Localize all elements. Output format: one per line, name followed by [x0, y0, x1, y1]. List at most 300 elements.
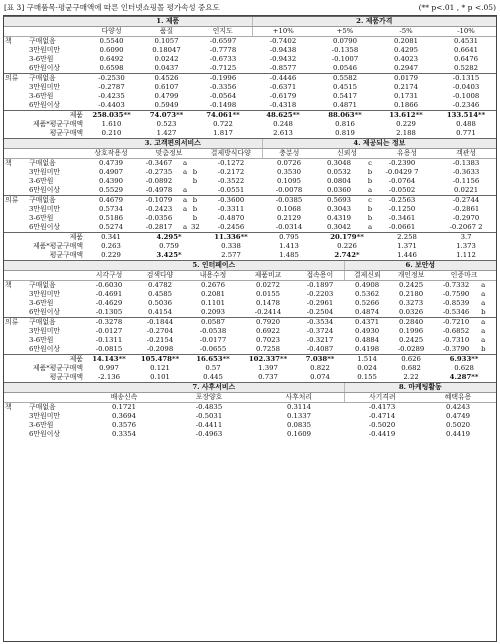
group-header: 8. 마케팅활동: [344, 383, 496, 393]
stat-value: -2.136: [97, 373, 121, 381]
row-category: [4, 290, 28, 299]
table-row: [4, 336, 496, 345]
stat-value: 2.188: [396, 129, 416, 137]
stat-row: [4, 242, 496, 251]
value-cell: 0.4871: [332, 101, 358, 109]
row-group-label: 구매없음: [29, 37, 56, 45]
value-cell: 0.1866: [393, 101, 419, 109]
stat-value: 0.626: [390, 355, 432, 365]
stat-value: 74.073**: [139, 111, 194, 121]
value-cell: -0.1498: [209, 101, 237, 109]
value-cell: 0.7258: [255, 345, 281, 353]
value-cell: a: [182, 223, 188, 231]
stat-value: 0.024: [357, 364, 377, 372]
row-category: 의류: [4, 74, 28, 84]
table-row: [4, 92, 496, 101]
value-cell: [426, 186, 436, 196]
value-cell: [426, 205, 436, 214]
value-cell: 0.4782: [147, 281, 173, 289]
stat-label: 제품*평균구매액: [32, 242, 83, 250]
stat-value: 88.063**: [314, 111, 376, 121]
value-cell: 0.5282: [453, 64, 479, 72]
value-cell: 0.4739: [98, 159, 124, 167]
value-cell: 0.2081: [200, 290, 226, 298]
stat-value: 0.074: [310, 373, 330, 381]
table-row: [4, 196, 496, 206]
value-cell: a: [180, 196, 190, 206]
row-category: [4, 299, 28, 308]
column-header: +5%: [314, 27, 376, 37]
value-cell: -0.3534: [296, 318, 344, 328]
column-header: 인지도: [194, 27, 252, 37]
stat-value: 0.523: [156, 120, 177, 128]
stat-label: 평균구매액: [49, 129, 83, 137]
value-cell: -0.2154: [146, 336, 174, 344]
stat-value: 1.514: [344, 355, 390, 365]
value-cell: -0.4173: [368, 403, 396, 411]
value-cell: -0.1156: [452, 177, 480, 185]
stat-value: 0.737: [258, 373, 278, 381]
row-group-label: 3만원미만: [29, 46, 61, 54]
column-header: 유용성: [378, 149, 436, 159]
table-row: [4, 46, 496, 55]
column-header: 검색다양: [134, 271, 186, 281]
table-row: [4, 55, 496, 64]
row-group-label: 구매없음: [28, 196, 84, 206]
stat-label: 제품*평균구매액: [32, 364, 83, 372]
value-cell: b: [481, 308, 486, 316]
table-row: [4, 177, 496, 186]
row-category: [4, 46, 28, 55]
table-row: [4, 412, 496, 421]
column-header: 배송신속: [84, 393, 164, 403]
column-header: 내용수정: [186, 271, 240, 281]
value-cell: -0.2098: [146, 345, 174, 353]
column-header: -5%: [376, 27, 436, 37]
value-cell: 0.5529: [98, 186, 124, 194]
value-cell: 0.2180: [399, 290, 424, 298]
stat-value: 2.22: [403, 373, 419, 381]
value-cell: a: [481, 327, 486, 335]
value-cell: -0.2787: [98, 83, 125, 91]
stat-value: 0.795: [262, 233, 316, 243]
value-cell: c: [368, 159, 372, 167]
stat-value: 6.933**: [432, 355, 496, 365]
value-cell: -0.0177: [199, 336, 227, 344]
value-cell: -0.4318: [269, 101, 297, 109]
value-cell: 0.2174: [393, 83, 419, 91]
value-cell: 0.0546: [332, 64, 358, 72]
value-cell: 0.4585: [147, 290, 173, 298]
value-cell: 0.5362: [355, 290, 380, 298]
value-cell: 0.4319: [326, 214, 352, 222]
column-header: 접속용이: [296, 271, 344, 281]
value-cell: -0.7778: [209, 46, 237, 54]
value-cell: -0.4411: [195, 421, 223, 429]
column-header: 상호작용성: [84, 149, 138, 159]
value-cell: 32: [191, 223, 200, 231]
value-cell: 0.1101: [200, 299, 226, 307]
value-cell: 0.1731: [393, 92, 419, 100]
row-category: 의류: [4, 318, 28, 328]
column-header: 포장양호: [164, 393, 254, 403]
value-cell: 0.4023: [393, 55, 419, 63]
group-header: 6. 보안성: [344, 261, 496, 271]
value-cell: 0.2093: [200, 308, 226, 316]
value-cell: 0.6476: [453, 55, 479, 63]
table-row: [4, 403, 496, 413]
table-row: [4, 205, 496, 214]
value-cell: 0.4371: [344, 318, 390, 328]
column-header: 혜택유용: [420, 393, 496, 403]
value-cell: -0.0892: [145, 177, 173, 185]
value-cell: 0.5540: [99, 37, 124, 45]
value-cell: 0.0326: [399, 308, 424, 316]
value-cell: b: [367, 214, 373, 222]
row-group-label: 3-6만원: [29, 336, 54, 344]
value-cell: 0.0532: [326, 168, 352, 176]
stat-value: 1.610: [101, 120, 122, 128]
row-category: [4, 308, 28, 318]
row-category: 의류: [4, 196, 28, 206]
value-cell: c: [362, 196, 378, 206]
row-group-label: 3-6만원: [29, 55, 54, 63]
value-cell: 0.7023: [255, 336, 281, 344]
group-header: 7. 사후서비스: [84, 383, 344, 393]
value-cell: 0.0360: [326, 186, 352, 194]
value-cell: [426, 168, 436, 177]
stat-value: 0.341: [84, 233, 138, 243]
value-cell: -0.1358: [331, 46, 359, 54]
row-group-label: 6만원이상: [29, 64, 61, 72]
table-row: [4, 223, 496, 233]
caption-title: [표 3] 구매품목·평균구매액에 따른 인터넷쇼핑몰 평가속성 중요도: [4, 2, 220, 12]
stat-value: 7.038**: [296, 355, 344, 365]
table-row: [4, 64, 496, 74]
value-cell: -0.4691: [95, 290, 123, 298]
stat-label: 제품: [4, 233, 84, 243]
group-header: 2. 제품가격: [252, 17, 496, 27]
value-cell: -0.1897: [306, 281, 334, 289]
value-cell: 0.0804: [326, 177, 352, 185]
value-cell: -0.8577: [269, 64, 297, 72]
group-header: 5. 인터페이스: [84, 261, 344, 271]
stat-row: [4, 120, 496, 129]
value-cell: a: [182, 168, 188, 176]
row-group-label: 구매없음: [28, 74, 84, 84]
stat-value: 1.413: [279, 242, 299, 250]
stat-value: 102.337**: [240, 355, 296, 365]
row-group-label: 3-6만원: [29, 299, 54, 307]
row-category: [4, 345, 28, 355]
value-cell: [426, 223, 436, 233]
value-cell: -0.7310: [442, 336, 470, 344]
value-cell: -0.3356: [209, 83, 237, 91]
value-cell: 0.0272: [255, 281, 281, 289]
value-cell: -0.3600: [200, 196, 262, 206]
value-cell: 0.4679: [84, 196, 138, 206]
stat-value: 0.248: [273, 120, 293, 128]
stat-value: 1.817: [213, 129, 233, 137]
value-cell: b: [367, 168, 373, 176]
stat-value: 2.577: [221, 251, 241, 259]
value-cell: -0.6733: [209, 55, 237, 63]
stat-value: 0.628: [454, 364, 474, 372]
table-row: [4, 299, 496, 308]
value-cell: -0.3311: [217, 205, 245, 213]
value-cell: -0.1305: [95, 308, 123, 316]
value-cell: b: [192, 168, 198, 176]
value-cell: -0.2563: [378, 196, 426, 206]
value-cell: [180, 214, 190, 223]
value-cell: 0.3114: [286, 403, 312, 411]
row-category: [4, 430, 28, 439]
row-category: [4, 214, 28, 223]
section-aftersales-marketing: [4, 382, 496, 439]
value-cell: 0.1721: [111, 403, 137, 411]
column-header: +10%: [252, 27, 314, 37]
table-row: [4, 281, 496, 291]
value-cell: 0.0437: [154, 64, 179, 72]
value-cell: -0.9432: [269, 55, 297, 63]
value-cell: -0.0764: [388, 177, 416, 185]
value-cell: 0.4799: [154, 92, 179, 100]
row-group-label: 6만원이상: [29, 101, 61, 109]
value-cell: 0.2840: [390, 318, 432, 328]
stat-value: 0.226: [337, 242, 357, 250]
stat-label: 제품: [4, 355, 84, 365]
column-header: 결제방식다양: [200, 149, 262, 159]
value-cell: -0.0385: [262, 196, 316, 206]
value-cell: 0.3530: [276, 168, 302, 176]
stat-value: 2.742*: [334, 251, 360, 259]
stat-value: 0.445: [203, 373, 223, 381]
row-category: [4, 177, 28, 186]
value-cell: -0.1007: [331, 55, 359, 63]
value-cell: a: [481, 299, 486, 307]
value-cell: 0.6922: [255, 327, 281, 335]
table-frame: [3, 15, 497, 642]
row-group-label: 구매없음: [29, 403, 56, 411]
column-header: 다양성: [84, 27, 139, 37]
value-cell: -0.2861: [452, 205, 480, 213]
row-category: [4, 168, 28, 177]
value-cell: -0.3633: [452, 168, 480, 176]
value-cell: -0.0655: [199, 345, 227, 353]
value-cell: -0.0661: [388, 223, 416, 231]
stat-value: 3.425*: [156, 251, 182, 259]
value-cell: 0.4295: [393, 46, 419, 54]
stat-value: 0.229: [396, 120, 416, 128]
stat-row: [4, 233, 496, 243]
row-group-label: 3만원미만: [29, 168, 61, 176]
value-cell: -0.0078: [275, 186, 303, 194]
stat-label: 평균구매액: [49, 373, 83, 381]
value-cell: 0.3048: [326, 159, 352, 167]
value-cell: [190, 159, 200, 169]
value-cell: -0.3467: [145, 159, 173, 167]
section-product-price: [4, 16, 496, 138]
value-cell: -0.4446: [252, 74, 314, 84]
value-cell: -0.3790: [442, 345, 470, 353]
group-header: 1. 제품: [84, 17, 252, 27]
table-row: [4, 159, 496, 169]
value-cell: -0.2961: [306, 299, 334, 307]
value-cell: 0.2676: [200, 281, 226, 289]
stat-value: 48.625**: [252, 111, 314, 121]
value-cell: -0.1272: [217, 159, 245, 167]
value-cell: 0.5020: [445, 421, 471, 429]
value-cell: 0.3043: [326, 205, 352, 213]
value-cell: -0.0429 7: [385, 168, 419, 176]
value-cell: 0.5274: [98, 223, 124, 231]
value-cell: 0.3694: [111, 412, 137, 420]
row-category: [4, 223, 28, 233]
value-cell: 0.7920: [240, 318, 296, 328]
stat-value: 1.427: [156, 129, 177, 137]
stat-row: [4, 364, 496, 373]
stat-value: 0.819: [335, 129, 355, 137]
value-cell: 0.6641: [453, 46, 479, 54]
stat-value: 13.612**: [376, 111, 436, 121]
value-cell: -0.1311: [95, 336, 123, 344]
value-cell: -0.4963: [195, 430, 223, 438]
value-cell: 0.3576: [111, 421, 137, 429]
stat-value: 0.101: [150, 373, 170, 381]
value-cell: b: [367, 177, 373, 185]
stat-value: 74.061**: [194, 111, 252, 121]
row-category: 책: [5, 37, 12, 45]
value-cell: a: [182, 159, 188, 167]
value-cell: -0.2970: [452, 214, 480, 222]
value-cell: 0.4526: [139, 74, 194, 84]
value-cell: 0.5693: [316, 196, 362, 206]
stat-value: 1.397: [258, 364, 278, 372]
table-row: [4, 345, 496, 355]
value-cell: a: [480, 318, 496, 328]
stat-row: [4, 129, 496, 138]
column-header: 개인정보: [390, 271, 432, 281]
row-group-label: 구매없음: [28, 318, 84, 328]
stat-value: 0.229: [101, 251, 121, 259]
value-cell: 0.4390: [98, 177, 124, 185]
stat-value: 0.822: [310, 364, 330, 372]
value-cell: 0.6598: [99, 64, 124, 72]
value-cell: a: [367, 186, 373, 194]
stat-value: 2.613: [273, 129, 293, 137]
value-cell: 0.3042: [326, 223, 352, 231]
value-cell: 0.4930: [355, 327, 380, 335]
value-cell: 0.1068: [276, 205, 302, 213]
row-group-label: 6만원이상: [29, 430, 61, 438]
value-cell: -0.0815: [95, 345, 123, 353]
stat-value: 20.179**: [316, 233, 378, 243]
value-cell: 0.4198: [355, 345, 380, 353]
value-cell: 0.0835: [286, 421, 312, 429]
value-cell: 0.1609: [286, 430, 312, 438]
value-cell: 0.4907: [98, 168, 124, 176]
row-group-label: 구매없음: [29, 159, 56, 167]
row-category: [4, 64, 28, 74]
value-cell: -0.1315: [436, 74, 496, 84]
value-cell: -0.2817: [145, 223, 173, 231]
column-header: 제품비교: [240, 271, 296, 281]
stat-value: 0.121: [150, 364, 170, 372]
section-interface-security: [4, 260, 496, 382]
value-cell: -0.1844: [134, 318, 186, 328]
value-cell: -0.0538: [199, 327, 227, 335]
row-category: [4, 55, 28, 64]
value-cell: 0.5734: [98, 205, 124, 213]
value-cell: 0.6107: [154, 83, 179, 91]
row-group-label: 6만원이상: [29, 223, 61, 231]
stat-value: 1.485: [279, 251, 299, 259]
stat-row: [4, 251, 496, 260]
value-cell: -0.2346: [452, 101, 480, 109]
value-cell: 0.4531: [453, 37, 479, 45]
row-group-label: 3-6만원: [29, 177, 54, 185]
column-header: 품질: [139, 27, 194, 37]
value-cell: [190, 186, 200, 196]
stat-value: 0.722: [213, 120, 233, 128]
value-cell: -0.4235: [98, 92, 125, 100]
value-cell: a: [481, 336, 486, 344]
stat-value: 258.035**: [84, 111, 139, 121]
value-cell: -0.0289: [397, 345, 425, 353]
value-cell: -0.4870: [217, 214, 245, 222]
stat-value: 1.112: [456, 251, 476, 259]
value-cell: 0.0179: [376, 74, 436, 84]
row-category: [4, 421, 28, 430]
value-cell: 0.2947: [393, 64, 419, 72]
value-cell: 0.5582: [314, 74, 376, 84]
value-cell: 0.6492: [99, 55, 124, 63]
value-cell: -0.4629: [95, 299, 123, 307]
group-header: 3. 고객편의서비스: [84, 139, 262, 149]
value-cell: -0.9438: [269, 46, 297, 54]
value-cell: 0.3354: [111, 430, 137, 438]
value-cell: 0.2129: [276, 214, 302, 222]
table-row: [4, 214, 496, 223]
value-cell: 0.0155: [255, 290, 281, 298]
stat-value: 1.446: [397, 251, 417, 259]
value-cell: b: [367, 205, 373, 213]
table-row: [4, 186, 496, 196]
stat-value: 11.336**: [200, 233, 262, 243]
stat-value: 0.682: [401, 364, 421, 372]
table-row: [4, 290, 496, 299]
stat-value: 2.258: [378, 233, 436, 243]
value-cell: 0.0221: [453, 186, 479, 194]
value-cell: 0.5036: [147, 299, 173, 307]
stat-value: 0.816: [335, 120, 355, 128]
value-cell: -0.2456: [217, 223, 245, 231]
value-cell: -0.6030: [95, 281, 123, 289]
row-category: [4, 83, 28, 92]
row-group-label: 구매없음: [29, 281, 56, 289]
value-cell: -0.4835: [195, 403, 223, 411]
stat-value: 0.488: [456, 120, 476, 128]
column-header: 인증마크: [432, 271, 496, 281]
value-cell: 0.1996: [399, 327, 424, 335]
value-cell: -0.2735: [145, 168, 173, 176]
stat-value: 0.155: [357, 373, 377, 381]
value-cell: -0.0356: [145, 214, 173, 222]
value-cell: b: [190, 196, 200, 206]
value-cell: 0.1478: [255, 299, 281, 307]
stat-value: 16.653**: [186, 355, 240, 365]
column-header: 객관성: [436, 149, 496, 159]
